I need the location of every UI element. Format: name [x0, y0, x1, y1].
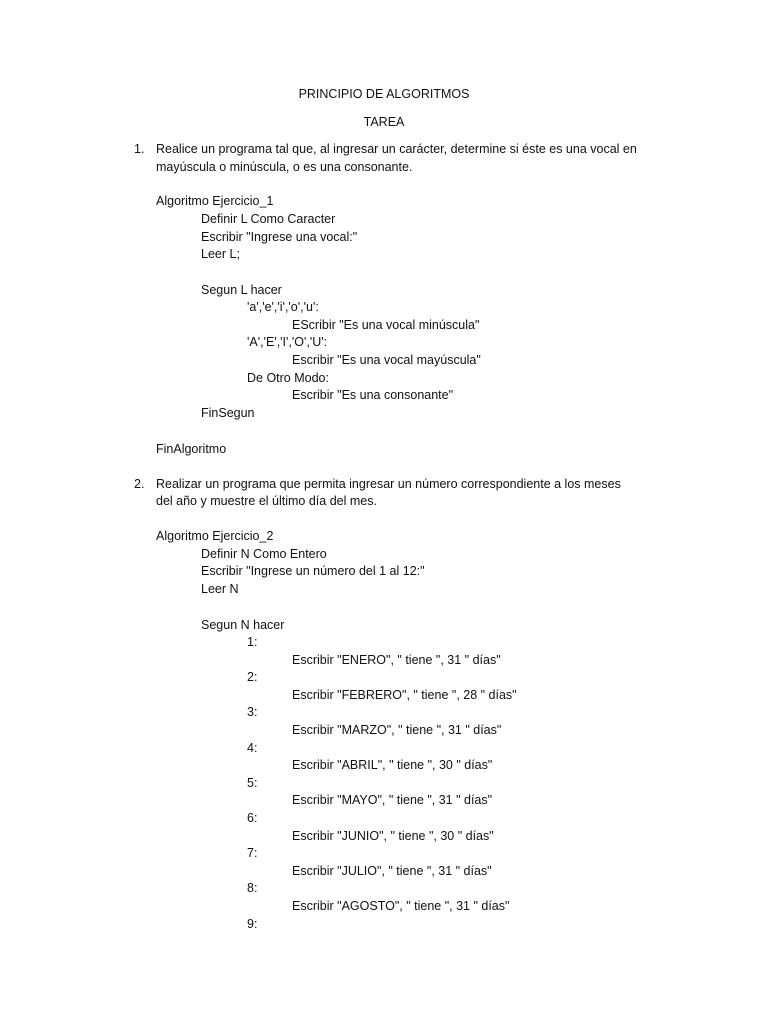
code-line: 3:	[247, 705, 258, 719]
code-line: Segun N hacer	[201, 618, 285, 632]
exercise-1-number: 1.	[134, 142, 145, 156]
code-line: 8:	[247, 881, 258, 895]
code-line: Escribir "ENERO", " tiene ", 31 " días"	[292, 653, 501, 667]
exercise-2-prompt-line-2: del año y muestre el último día del mes.	[156, 494, 377, 508]
exercise-2-prompt-line-1: Realizar un programa que permita ingresar un número correspondiente a los meses	[156, 477, 621, 491]
code-line: De Otro Modo:	[247, 371, 329, 385]
code-line: 2:	[247, 670, 258, 684]
code-line: Segun L hacer	[201, 283, 282, 297]
code-line: Leer N	[201, 582, 239, 596]
code-line: Escribir "Es una vocal mayúscula"	[292, 353, 481, 367]
code-line: Escribir "MAYO", " tiene ", 31 " días"	[292, 793, 493, 807]
exercise-1-prompt-line-1: Realice un programa tal que, al ingresar un carácter, determine si éste es una vocal en	[156, 142, 637, 156]
code-line: Escribir "MARZO", " tiene ", 31 " días"	[292, 723, 502, 737]
code-line: Escribir "Es una consonante"	[292, 388, 454, 402]
code-line: 1:	[247, 635, 258, 649]
code-line: Escribir "JULIO", " tiene ", 31 " días"	[292, 864, 492, 878]
code-line: 4:	[247, 741, 258, 755]
exercise-1-prompt-line-2: mayúscula o minúscula, o es una consonante.	[156, 160, 413, 174]
code-line: Escribir "ABRIL", " tiene ", 30 " días"	[292, 758, 493, 772]
code-line: 9:	[247, 917, 258, 931]
doc-title: PRINCIPIO DE ALGORITMOS	[298, 87, 470, 101]
code-line: Leer L;	[201, 247, 240, 261]
code-line: 'A','E','I','O','U':	[247, 335, 328, 349]
code-line: Escribir "Ingrese una vocal:"	[201, 230, 358, 244]
code-line: Escribir "Ingrese un número del 1 al 12:"	[201, 564, 425, 578]
code-line: Definir L Como Caracter	[201, 212, 336, 226]
code-line: Algoritmo Ejercicio_2	[156, 529, 274, 543]
code-line: 7:	[247, 846, 258, 860]
code-line: Algoritmo Ejercicio_1	[156, 194, 274, 208]
code-line: 5:	[247, 776, 258, 790]
code-line: EScribir "Es una vocal minúscula"	[292, 318, 480, 332]
code-line: 'a','e','i','o','u':	[247, 300, 319, 314]
code-line: FinAlgoritmo	[156, 442, 227, 456]
code-line: Definir N Como Entero	[201, 547, 327, 561]
exercise-2-number: 2.	[134, 477, 145, 491]
code-line: Escribir "AGOSTO", " tiene ", 31 " días"	[292, 899, 510, 913]
code-line: 6:	[247, 811, 258, 825]
doc-subtitle: TAREA	[363, 115, 405, 129]
code-line: FinSegun	[201, 406, 255, 420]
code-line: Escribir "JUNIO", " tiene ", 30 " días"	[292, 829, 494, 843]
code-line: Escribir "FEBRERO", " tiene ", 28 " días"	[292, 688, 517, 702]
